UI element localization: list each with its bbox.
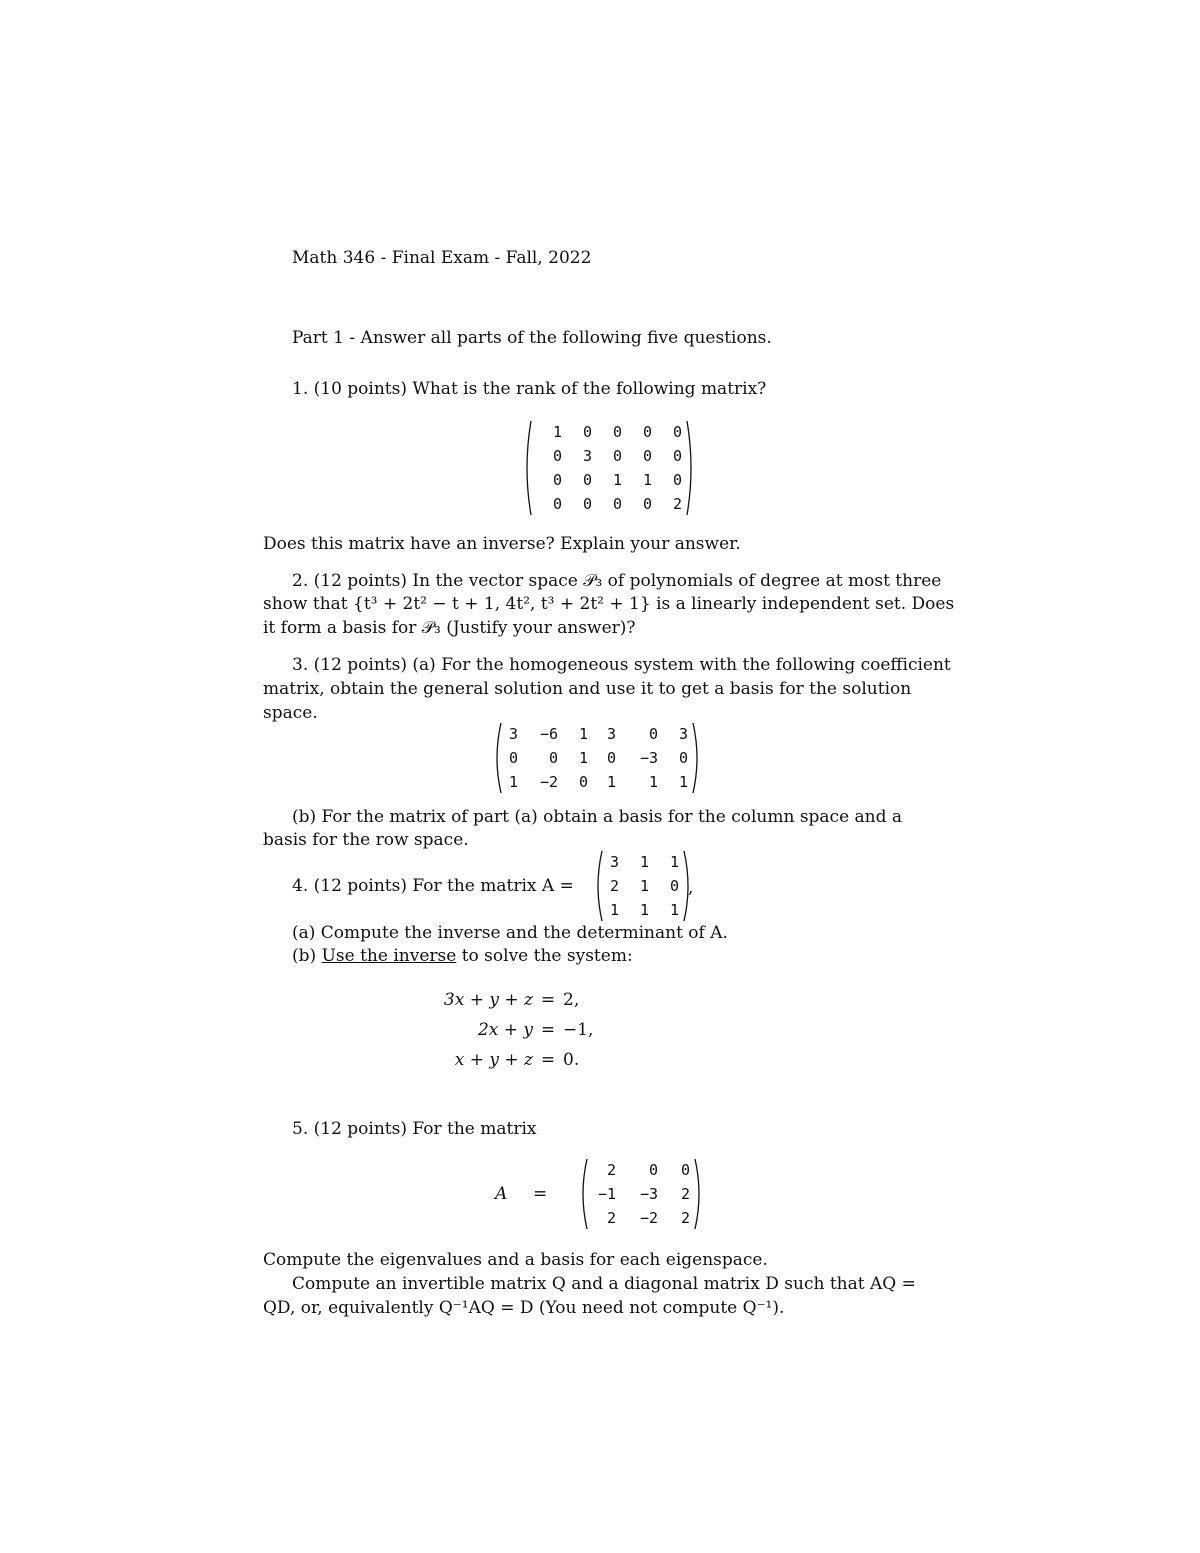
matrix-entry: −2 [639,1209,658,1227]
question-4-intro: 4. (12 points) For the matrix A = [292,876,574,896]
matrix-entry: 1 [642,471,652,489]
question-2-line-1: 2. (12 points) In the vector space 𝒫₃ of polynomials of degree at most three [292,571,942,591]
matrix-entry: 2 [680,1185,690,1203]
matrix-entries [588,1158,694,1230]
equation-rhs: −1, [563,1020,594,1040]
question-5-diag-line-1: Compute an invertible matrix Q and a diagonal matrix D such that AQ = [292,1274,916,1294]
right-paren [694,1158,704,1230]
question-5-matrix-name: A [495,1184,508,1204]
matrix-entry: 0 [612,447,622,465]
matrix-entry: 1 [669,853,679,871]
matrix-entry: 1 [609,901,619,919]
question-5-matrix [578,1158,704,1230]
question-3-partb-line-1: (b) For the matrix of part (a) obtain a basis for the column space and a [292,807,903,827]
exam-title: Math 346 - Final Exam - Fall, 2022 [292,248,592,268]
matrix-entries [502,722,692,794]
question-4-comma: , [688,878,694,898]
matrix-entry: 1 [552,423,562,441]
question-1-followup: Does this matrix have an inverse? Explain your answer. [263,534,741,554]
question-4-parta: (a) Compute the inverse and the determinant of A. [292,923,728,943]
question-3-partb-line-2: basis for the row space. [263,830,469,850]
matrix-entry: 0 [669,877,679,895]
partb-prefix: (b) [292,946,322,966]
question-4-matrix [593,850,693,922]
question-5-equals: = [533,1184,548,1204]
matrix-entry: −3 [639,749,658,767]
matrix-entry: 3 [606,725,616,743]
equation-lhs: 2x + y [477,1020,533,1040]
part-instructions: Part 1 - Answer all parts of the following five questions. [292,328,772,348]
matrix-entry: 0 [578,773,588,791]
matrix-entry: −3 [639,1185,658,1203]
partb-underlined-phrase: Use the inverse [321,946,457,966]
matrix-entry: 0 [672,423,682,441]
partb-suffix: to solve the system: [456,946,633,966]
matrix-entry: 0 [582,471,592,489]
matrix-entry: 0 [582,423,592,441]
matrix-entry: −2 [539,773,558,791]
equation-equals: = [540,1020,556,1040]
matrix-entry: 2 [672,495,682,513]
matrix-entry: 0 [606,749,616,767]
matrix-entry: 3 [508,725,518,743]
matrix-entry: 1 [669,901,679,919]
matrix-entry: 1 [639,901,649,919]
matrix-entry: 0 [508,749,518,767]
question-2-line-2: show that {t³ + 2t² − t + 1, 4t², t³ + 2t² + 1} is a linearly independent set. Does [263,594,955,614]
question-3-line-3: space. [263,703,318,723]
matrix-entry: 1 [578,725,588,743]
left-paren [593,850,603,922]
matrix-entry: 3 [678,725,688,743]
question-5-intro: 5. (12 points) For the matrix [292,1119,537,1139]
right-paren [692,722,702,794]
matrix-entry: 0 [672,447,682,465]
question-5-eigen: Compute the eigenvalues and a basis for each eigenspace. [263,1250,768,1270]
equation-lhs: 3x + y + z [443,990,533,1010]
matrix-entry: 0 [642,495,652,513]
matrix-entry: 0 [612,495,622,513]
matrix-entry: 0 [672,471,682,489]
matrix-entry: 0 [552,447,562,465]
question-3-line-1: 3. (12 points) (a) For the homogeneous system with the following coefficient [292,655,951,675]
matrix-entry: 1 [612,471,622,489]
question-1-matrix [522,420,696,516]
matrix-entry: 1 [639,877,649,895]
matrix-entries [532,420,686,516]
matrix-entry: 0 [678,749,688,767]
question-1-text: 1. (10 points) What is the rank of the following matrix? [292,379,767,399]
equation-rhs: 2, [563,990,580,1010]
question-4-partb [292,948,633,965]
matrix-entry: 1 [648,773,658,791]
matrix-entry: −6 [539,725,558,743]
equation-lhs: x + y + z [454,1050,533,1070]
matrix-entry: 0 [582,495,592,513]
question-4-system [433,985,623,1075]
matrix-entry: 0 [642,447,652,465]
matrix-entry: 0 [648,1161,658,1179]
left-paren [522,420,532,516]
matrix-entry: 1 [508,773,518,791]
equation-equals: = [540,1050,556,1070]
matrix-entries [603,850,683,922]
matrix-entry: −1 [597,1185,616,1203]
matrix-entry: 3 [582,447,592,465]
matrix-entry: 1 [639,853,649,871]
right-paren [686,420,696,516]
matrix-entry: 2 [680,1209,690,1227]
matrix-entry: 2 [609,877,619,895]
matrix-entry: 2 [606,1209,616,1227]
matrix-entry: 2 [606,1161,616,1179]
left-paren [578,1158,588,1230]
equation-rhs: 0. [563,1050,580,1070]
matrix-entry: 0 [612,423,622,441]
matrix-entry: 0 [648,725,658,743]
equation-equals: = [540,990,556,1010]
question-3-line-2: matrix, obtain the general solution and use it to get a basis for the solution [263,679,912,699]
left-paren [492,722,502,794]
matrix-entry: 1 [578,749,588,767]
matrix-entry: 0 [680,1161,690,1179]
matrix-entry: 0 [642,423,652,441]
question-3-matrix [492,722,702,794]
matrix-entry: 3 [609,853,619,871]
matrix-entry: 0 [552,471,562,489]
matrix-entry: 1 [678,773,688,791]
question-5-diag-line-2: QD, or, equivalently Q⁻¹AQ = D (You need not compute Q⁻¹). [263,1298,785,1318]
question-2-line-3: it form a basis for 𝒫₃ (Justify your answer)? [263,618,636,638]
matrix-entry: 0 [552,495,562,513]
matrix-entry: 0 [548,749,558,767]
matrix-entry: 1 [606,773,616,791]
